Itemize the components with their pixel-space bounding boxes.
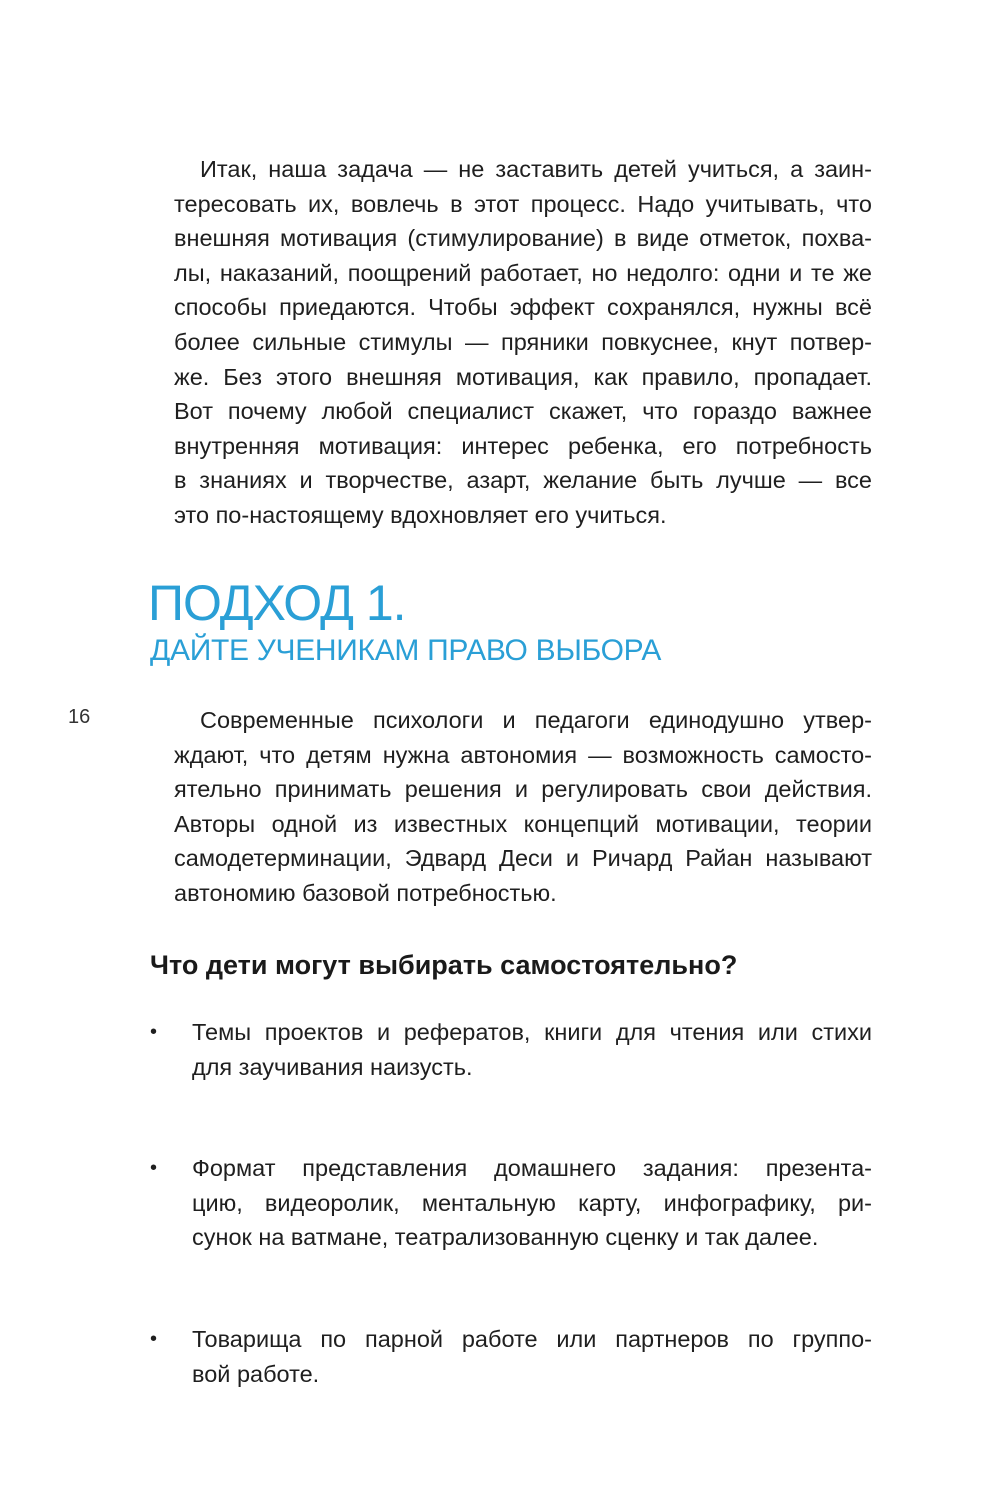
list-item-line: вой работе. [192,1360,320,1387]
paragraph-line: Авторы одной из известных концепций мотивации, теории [174,810,872,837]
list-item-line: сунок на ватмане, театрализованную сценку и так далее. [192,1224,819,1251]
list-item [150,1151,872,1255]
page-number: 16 [68,706,91,728]
paragraph-line: более сильные стимулы — пряники повкуснее, кнут потвер- [174,328,872,355]
paragraph-line: ждают, что детям нужна автономия — возможность самосто- [174,741,872,768]
paragraph-line: в знаниях и творчестве, азарт, желание быть лучше — все [174,467,872,494]
choices-list [150,1015,872,1458]
list-item [150,1322,872,1391]
paragraph-line: же. Без этого внешняя мотивация, как правило, пропадает. [174,363,872,390]
list-item-line: цию, видеоролик, ментальную карту, инфографику, ри- [192,1189,872,1216]
bullet-icon: • [150,1021,158,1043]
paragraph-line: тересовать их, вовлечь в этот процесс. Надо учитывать, что [174,190,872,217]
list-item-line: для заучивания наизусть. [192,1053,473,1080]
paragraph-line: лы, наказаний, поощрений работает, но недолго: одни и те же [174,259,872,286]
list-item [150,1015,872,1084]
bullet-icon: • [150,1157,158,1180]
paragraph-line: Итак, наша задача — не заставить детей учиться, а заин- [200,156,872,182]
paragraph-line: способы приедаются. Чтобы эффект сохранялся, нужны всё [174,294,872,321]
bullet-icon: • [150,1327,158,1350]
autonomy-paragraph [150,703,872,911]
paragraph-line: внешняя мотивация (стимулирование) в виде отметок, похва- [174,225,872,252]
paragraph-line: Вот почему любой специалист скажет, что гораздо важнее [174,398,872,425]
paragraph-line: ятельно принимать решения и регулировать свои действия. [174,776,872,803]
paragraph-line: Современные психологи и педагоги единодушно утвер- [200,707,872,733]
list-item-line: Товарища по парной работе или партнеров по группо- [192,1325,872,1352]
paragraph-line: это по-настоящему вдохновляет его учиться. [174,501,667,528]
paragraph-line: автономию базовой потребностью. [174,879,557,906]
paragraph-line: самодетерминации, Эдвард Деси и Ричард Райан называют [174,845,872,872]
question-heading: Что дети могут выбирать самостоятельно? [150,950,738,980]
section-title: ПОДХОД 1. [148,575,406,631]
list-item-line: Темы проектов и рефератов, книги для чтения или стихи [192,1019,872,1045]
intro-paragraph [150,152,872,533]
section-subtitle: ДАЙТЕ УЧЕНИКАМ ПРАВО ВЫБОРА [150,634,662,667]
paragraph-line: внутренняя мотивация: интерес ребенка, его потребность [174,432,872,459]
list-item-line: Формат представления домашнего задания: презента- [192,1155,872,1182]
